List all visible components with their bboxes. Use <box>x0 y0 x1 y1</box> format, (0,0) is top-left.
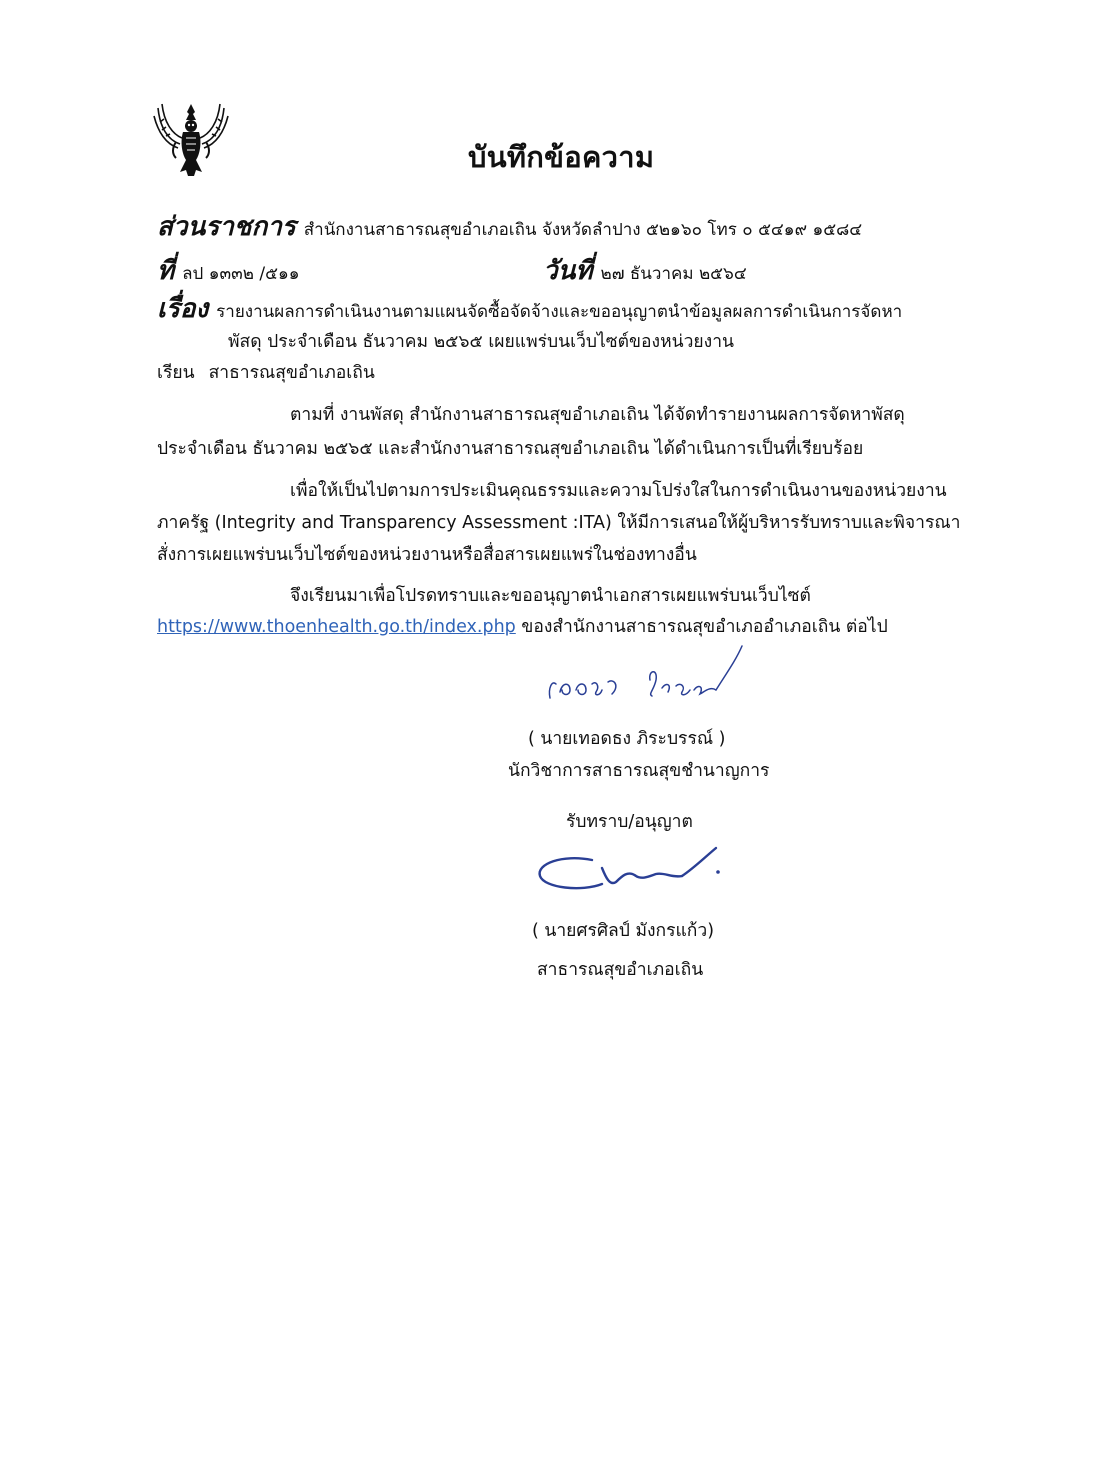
paragraph-1-line-1: ตามที่ งานพัสดุ สำนักงานสาธารณสุขอำเภอเถิน ได้จัดทำรายงานผลการจัดหาพัสดุ <box>290 405 905 425</box>
paragraph-2-line-2: ภาครัฐ (Integrity and Transparency Assessment :ITA) ให้มีการเสนอให้ผู้บริหารรับทราบและพิจารณา <box>157 513 961 533</box>
page-title: บันทึกข้อความ <box>468 140 655 174</box>
date-label: วันที่ <box>543 256 593 286</box>
signatory-2-position: สาธารณสุขอำเภอเถิน <box>537 960 704 980</box>
paragraph-2-line-1: เพื่อให้เป็นไปตามการประเมินคุณธรรมและความโปร่งใสในการดำเนินงานของหน่วยงาน <box>290 481 947 501</box>
agency-label: ส่วนราชการ <box>157 212 296 242</box>
paragraph-3-line-1: จึงเรียนมาเพื่อโปรดทราบและขออนุญาตนำเอกสารเผยแพร่บนเว็บไซต์ <box>290 586 811 606</box>
paragraph-3-line-2 <box>157 612 888 640</box>
reference-value: ลป ๑๓๓๒ /๕๑๑ <box>182 264 300 284</box>
paragraph-1-line-2: ประจำเดือน ธันวาคม ๒๕๖๕ และสำนักงานสาธารณสุขอำเภอเถิน ได้ดำเนินการเป็นที่เรียบร้อย <box>157 439 864 459</box>
subject-line-2: พัสดุ ประจำเดือน ธันวาคม ๒๕๖๕ เผยแพร่บนเว็บไซต์ของหน่วยงาน <box>228 332 734 352</box>
addressee-label: เรียน <box>157 363 195 383</box>
website-link[interactable]: https://www.thoenhealth.go.th/index.php <box>157 617 516 637</box>
date-row <box>543 250 747 291</box>
agency-row <box>157 206 862 247</box>
signatory-1-position: นักวิชาการสาธารณสุขชำนาญการ <box>508 761 770 781</box>
signature-1-image <box>540 640 760 708</box>
addressee-row <box>157 358 375 386</box>
agency-value: สำนักงานสาธารณสุขอำเภอเถิน จังหวัดลำปาง ๕๒๑๖๐ โทร ๐ ๕๔๑๙ ๑๕๘๔ <box>303 220 863 240</box>
date-value: ๒๗ ธันวาคม ๒๕๖๔ <box>600 264 747 284</box>
subject-row <box>157 288 902 329</box>
reference-row <box>157 250 300 291</box>
signatory-1-name: ( นายเทอดธง ภิระบรรณ์ ) <box>528 729 726 749</box>
signature-2-image <box>532 846 732 896</box>
reference-label: ที่ <box>157 256 175 286</box>
signatory-2-name: ( นายศรศิลป์ มังกรแก้ว) <box>532 921 715 941</box>
subject-label: เรื่อง <box>157 294 209 324</box>
paragraph-2-line-3: สั่งการเผยแพร่บนเว็บไซต์ของหน่วยงานหรือสื่อสารเผยแพร่ในช่องทางอื่น <box>157 545 697 565</box>
paragraph-3-tail: ของสำนักงานสาธารณสุขอำเภออำเภอเถิน ต่อไป <box>521 617 888 637</box>
subject-line-1: รายงานผลการดำเนินงานตามแผนจัดซื้อจัดจ้างและขออนุญาตนำข้อมูลผลการดำเนินการจัดหา <box>216 302 903 322</box>
approval-text: รับทราบ/อนุญาต <box>566 812 693 832</box>
addressee-value: สาธารณสุขอำเภอเถิน <box>208 363 375 383</box>
garuda-emblem-icon <box>150 98 232 180</box>
